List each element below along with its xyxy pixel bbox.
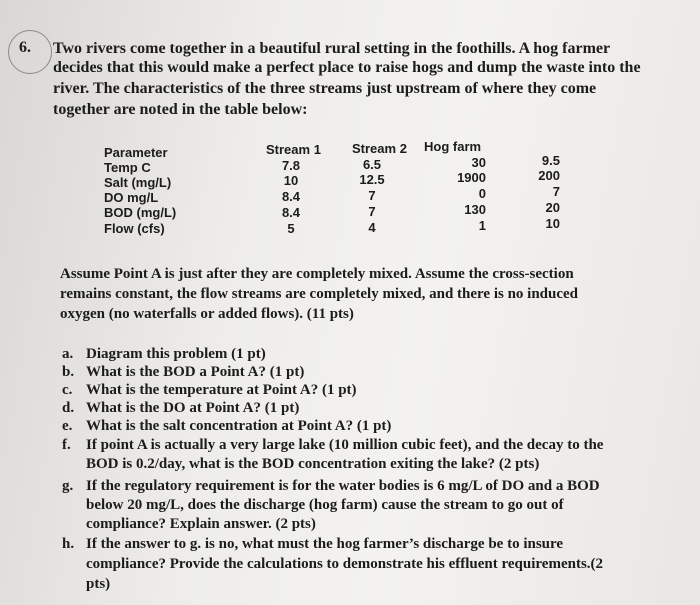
item-h-letter: h. — [62, 536, 75, 552]
item-d-line-1: What is the DO at Point A? (1 pt) — [86, 400, 300, 416]
item-g-line-3: compliance? Explain answer. (2 pts) — [86, 516, 316, 532]
table-cell: 200 — [538, 168, 560, 183]
item-e-line-1: What is the salt concentration at Point A? (1 pt) — [86, 418, 392, 434]
table-header-parameter: Parameter — [104, 145, 168, 160]
table-cell: 5 — [287, 221, 295, 236]
item-g-line-2: below 20 mg/L, does the discharge (hog farm) cause the stream to go out of — [86, 497, 564, 513]
table-header-stream-1: Stream 1 — [266, 142, 321, 157]
item-b-line-1: What is the BOD a Point A? (1 pt) — [86, 364, 305, 380]
item-c-letter: c. — [62, 382, 73, 398]
table-cell: 30 — [471, 155, 486, 170]
table-cell: 7 — [368, 188, 376, 203]
item-f-line-1: If point A is actually a very large lake (10 million cubic feet), and the decay to the — [86, 437, 604, 453]
assumption-line-3: oxygen (no waterfalls or added flows). (11 pts) — [60, 306, 354, 322]
assumption-line-1: Assume Point A is just after they are completely mixed. Assume the cross-section — [60, 266, 574, 282]
table-cell: 7.8 — [281, 158, 301, 173]
item-h-line-1: If the answer to g. is no, what must the hog farmer’s discharge be to insure — [86, 536, 564, 552]
table-row-label-temp: Temp C — [104, 160, 151, 175]
table-cell: 10 — [283, 173, 299, 188]
table-row-label-bod: BOD (mg/L) — [104, 205, 177, 220]
item-h-line-2: compliance? Provide the calculations to demonstrate his effluent requirements.(2 — [86, 556, 604, 572]
intro-line-1: Two rivers come together in a beautiful rural setting in the foothills. A hog farmer — [53, 40, 611, 57]
table-cell: 7 — [552, 184, 560, 199]
table-row-label-flow: Flow (cfs) — [104, 221, 165, 236]
item-e-letter: e. — [62, 418, 73, 434]
table-cell: 1900 — [457, 170, 486, 185]
item-g-letter: g. — [62, 478, 74, 494]
table-header-hog-farm: Hog farm — [424, 139, 482, 154]
table-cell: 8.4 — [281, 189, 301, 204]
item-f-line-2: BOD is 0.2/day, what is the BOD concentration exiting the lake? (2 pts) — [86, 456, 540, 472]
item-a-line-1: Diagram this problem (1 pt) — [86, 346, 266, 362]
intro-line-3: river. The characteristics of the three streams just upstream of where they come — [53, 80, 597, 97]
item-b-letter: b. — [62, 364, 75, 380]
table-cell: 1 — [478, 218, 486, 233]
assumption-line-2: remains constant, the flow streams are completely mixed, and there is no induced — [60, 286, 579, 302]
intro-line-4: together are noted in the table below: — [53, 101, 308, 118]
table-header-stream-2: Stream 2 — [352, 141, 407, 156]
table-cell: 0 — [478, 186, 486, 201]
item-g-line-1: If the regulatory requirement is for the water bodies is 6 mg/L of DO and a BOD — [86, 478, 600, 494]
table-cell: 8.4 — [281, 205, 301, 220]
item-f-letter: f. — [62, 437, 71, 453]
intro-line-2: decides that this would make a perfect place to raise hogs and dump the waste into the — [53, 59, 641, 76]
table-cell: 6.5 — [362, 157, 382, 172]
table-cell: 9.5 — [541, 153, 560, 168]
table-row-label-salt: Salt (mg/L) — [104, 175, 172, 190]
table-cell: 4 — [368, 220, 376, 235]
item-c-line-1: What is the temperature at Point A? (1 pt) — [86, 382, 357, 398]
table-cell: 130 — [464, 202, 486, 217]
item-h-line-3: pts) — [86, 576, 111, 592]
table-cell: 7 — [368, 204, 376, 219]
table-row-label-do: DO mg/L — [104, 190, 159, 205]
item-d-letter: d. — [62, 400, 75, 416]
table-cell: 12.5 — [359, 172, 385, 187]
table-cell: 20 — [545, 200, 560, 215]
table-cell: 10 — [545, 216, 560, 231]
question-number: 6. — [19, 39, 31, 56]
item-a-letter: a. — [62, 346, 74, 362]
